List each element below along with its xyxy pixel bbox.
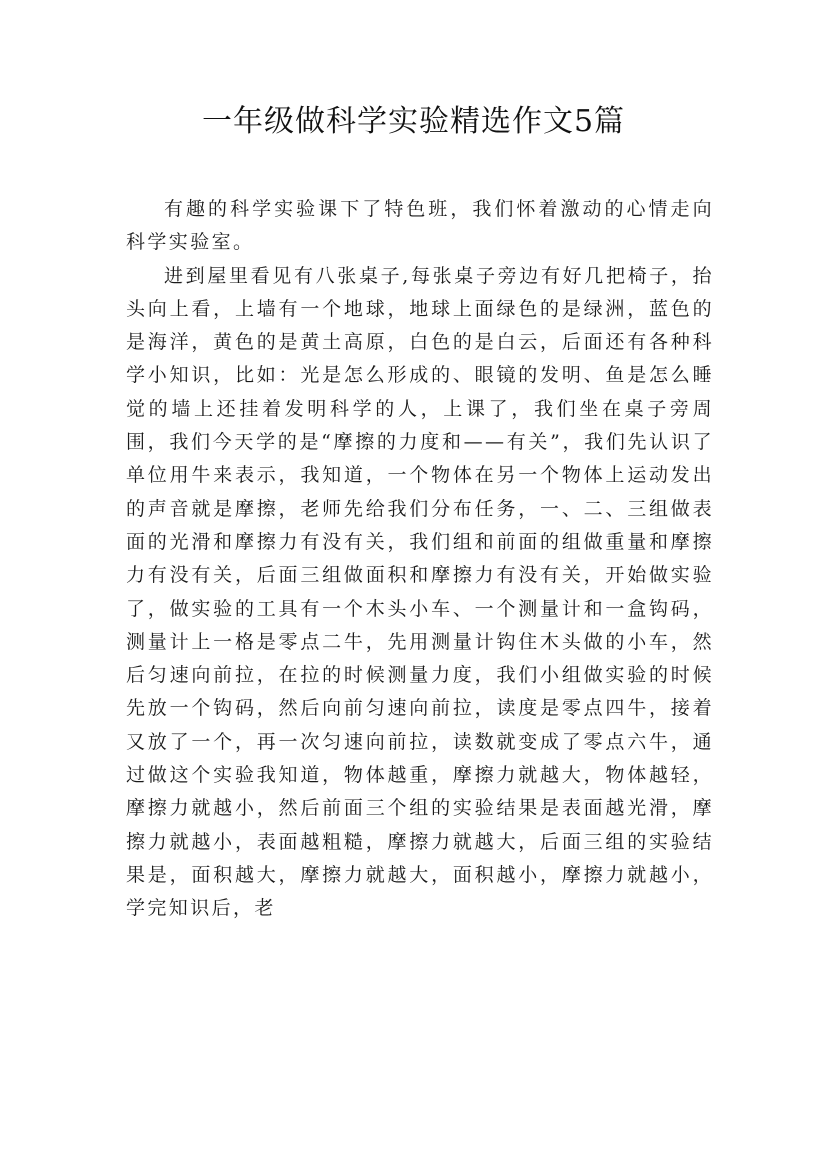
document-body: [126, 193, 714, 926]
paragraph-1: 有趣的科学实验课下了特色班，我们怀着激动的心情走向科学实验室。: [126, 198, 714, 254]
paragraph-2: 进到屋里看见有八张桌子,每张桌子旁边有好几把椅子，抬头向上看，上墙有一个地球，地球上面绿色的是绿洲，蓝色的是海洋，黄色的是黄土高原，白色的是白云，后面还有各种科学小知识，比如：光是怎么形成的、眼镜的发明、鱼是怎么睡觉的墙上还挂着发明科学的人，上课了，我们坐在桌子旁周围，我们今天学的是“摩擦的力度和——有关”，我们先认识了单位用牛来表示，我知道，一个物体在另一个物体上运动发出的声音就是摩擦，老师先给我们分布任务，一、二、三组做表面的光滑和摩擦力有没有关，我们组和前面的组做重量和摩擦力有没有关，后面三组做面积和摩擦力有没有关，开始做实验了，做实验的工具有一个木头小车、一个测量计和一盒钩码，测量计上一格是零点二牛，先用测量计钩住木头做的小车，然后匀速向前拉，在拉的时候测量力度，我们小组做实验的时候先放一个钩码，然后向前匀速向前拉，读度是零点四牛，接着又放了一个，再一次匀速向前拉，读数就变成了零点六牛，通过做这个实验我知道，物体越重，摩擦力就越大，物体越轻，摩擦力就越小，然后前面三个组的实验结果是表面越光滑，摩擦力就越小，表面越粗糙，摩擦力就越大，后面三组的实验结果是，面积越大，摩擦力就越大，面积越小，摩擦力就越小，学完知识后，老: [126, 264, 714, 920]
document-title: 一年级做科学实验精选作文5篇: [201, 104, 626, 139]
